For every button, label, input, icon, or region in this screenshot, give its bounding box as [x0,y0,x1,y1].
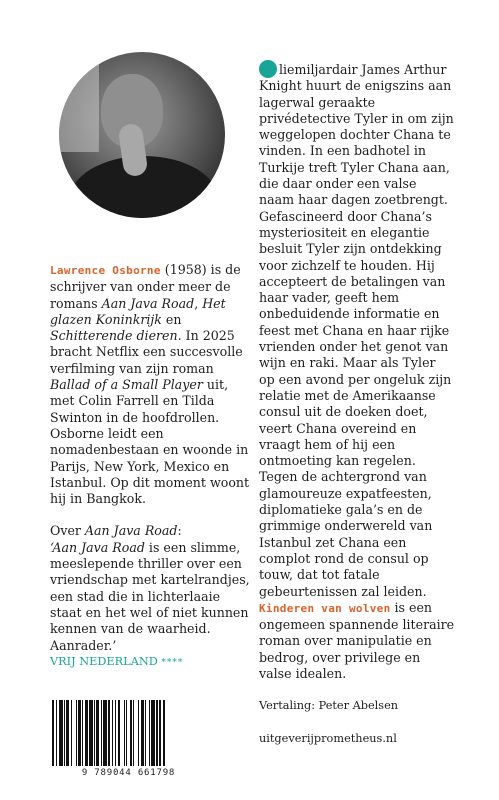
review-source: VRIJ NEDERLAND **** [50,654,184,668]
author-name: Lawrence Osborne [50,264,161,277]
barcode-number: 9 789044 661798 [81,768,176,778]
barcode-bars [52,700,205,766]
review-quote: ‘Aan Java Road is een slimme, meeslepende thriller over een vriendschap met kartelrandjes, een stad die in lichterlaaie staat en het wel of niet kunnen kennen van de waarheid. Aanrader.’ [50,539,250,653]
blurb-paragraph-1: liemiljardair James Arthur Knight huurt de enigszins aan lagerwal geraakte privédetective Tyler in om zijn weggelopen dochter Chana te vinden. In een badhotel in Turkije treft Tyler Chana aan, die daar onder een valse naam haar dagen zoetbrengt. [259,62,454,208]
translation-credit: Vertaling: Peter Abelsen [259,699,399,713]
blurb-column [259,60,455,747]
blurb-paragraph-2: Gefascineerd door Chana’s mysteriositeit en elegantie besluit Tyler zijn ontdekking voor zichzelf te houden. Hij accepteert de betalingen van haar vader, geeft hem onbeduidende informatie en feest met Chana en haar rijke vrienden onder het genot van wijn en raki. Maar als Tyler op een avond per ongeluk zijn relatie met de Amerikaanse consul uit de doeken doet, veert Chana overeind en vraagt hem of hij een ontmoeting kan regelen. [259,208,452,469]
isbn-barcode [52,700,205,778]
author-column [50,52,250,671]
blurb-paragraph-3: Tegen de achtergrond van glamoureuze expatfeesten, diplomatieke gala’s en de grimmige onderwereld van Istanbul zet Chana een complot rond de consul op touw, dat tot fatale gebeurtenissen zal leiden. [259,469,433,599]
publisher-website: uitgeverijprometheus.nl [259,731,397,745]
rating-stars: **** [161,657,184,668]
review-intro: Over Aan Java Road: [50,523,182,539]
author-photo [59,52,225,218]
book-title: Kinderen van wolven [259,601,391,615]
author-bio: Lawrence Osborne (1958) is de schrijver van onder meer de romans Aan Java Road, Het glazen Koninkrijk en Schitterende dieren. In 2025 bracht Netflix een succesvolle verfilming van zijn roman Ballad of a Small Player uit, met Colin Farrell en Tilda Swinton in de hoofdrollen. Osborne leidt een nomadenbestaan en woonde in Parijs, New York, Mexico en Istanbul. Op dit moment woont hij in Bangkok. [50,262,250,507]
blurb-paragraph-4: Kinderen van wolven is een ongemeen spannende literaire roman over manipulatie en bedrog, over privilege en valse idealen. [259,599,455,681]
teal-dot-icon [259,60,277,78]
